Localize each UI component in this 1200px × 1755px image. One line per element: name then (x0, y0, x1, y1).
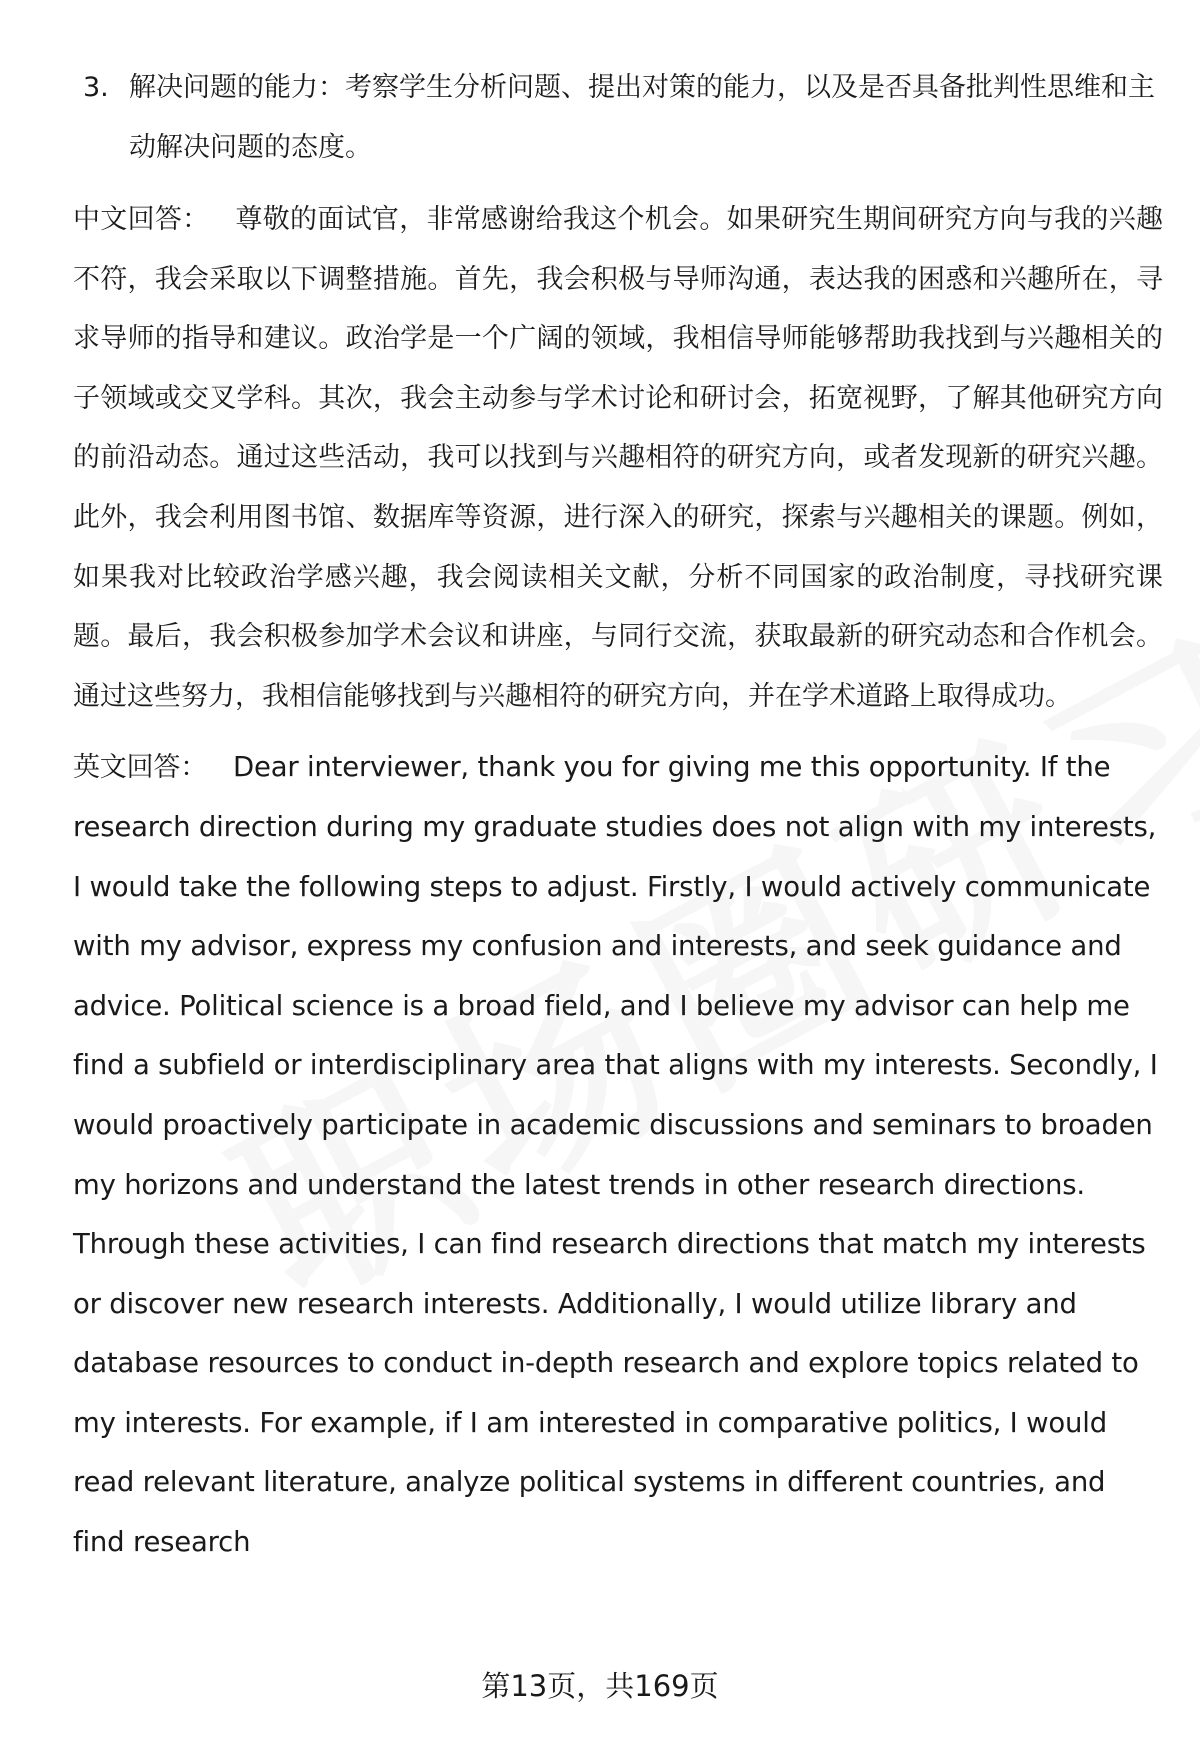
chinese-answer-paragraph (73, 190, 1163, 726)
chinese-answer-label: 中文回答： (73, 204, 210, 235)
english-answer-paragraph (73, 738, 1163, 1572)
list-item-text: 解决问题的能力：考察学生分析问题、提出对策的能力，以及是否具备批判性思维和主动解决问题的态度。 (129, 72, 1155, 163)
english-answer-label: 英文回答： (73, 752, 207, 784)
page-number: 第13页，共169页 (481, 1669, 719, 1703)
english-answer-text: Dear interviewer, thank you for giving me this opportunity. If the research direction during my graduate studies does not align with my interests, I would take the following steps to adjust. Firstly, I would actively communicate with my advisor, express my confusion and interests, and seek guidance and advice. Political science is a broad field, and I believe my advisor can help me find a subfield or interdisciplinary area that aligns with my interests. Secondly, I would proactively participate in academic discussions and seminars to broaden my horizons and understand the latest trends in other research directions. Through these activities, I can find research directions that match my interests or discover new research interests. Additionally, I would utilize library and database resources to conduct in-depth research and explore topics related to my interests. For example, if I am interested in comparative politics, I would read relevant literature, analyze political systems in different countries, and find research (73, 751, 1158, 1559)
list-item (73, 58, 1163, 178)
list-item-number: 3. (83, 72, 109, 103)
page-content (73, 58, 1163, 1585)
chinese-answer-text: 尊敬的面试官，非常感谢给我这个机会。如果研究生期间研究方向与我的兴趣不符，我会采取以下调整措施。首先，我会积极与导师沟通，表达我的困惑和兴趣所在，寻求导师的指导和建议。政治学是一个广阔的领域，我相信导师能够帮助我找到与兴趣相关的子领域或交叉学科。其次，我会主动参与学术讨论和研讨会，拓宽视野，了解其他研究方向的前沿动态。通过这些活动，我可以找到与兴趣相符的研究方向，或者发现新的研究兴趣。此外，我会利用图书馆、数据库等资源，进行深入的研究，探索与兴趣相关的课题。例如，如果我对比较政治学感兴趣，我会阅读相关文献，分析不同国家的政治制度，寻找研究课题。最后，我会积极参加学术会议和讲座，与同行交流，获取最新的研究动态和合作机会。通过这些努力，我相信能够找到与兴趣相符的研究方向，并在学术道路上取得成功。 (73, 204, 1164, 712)
